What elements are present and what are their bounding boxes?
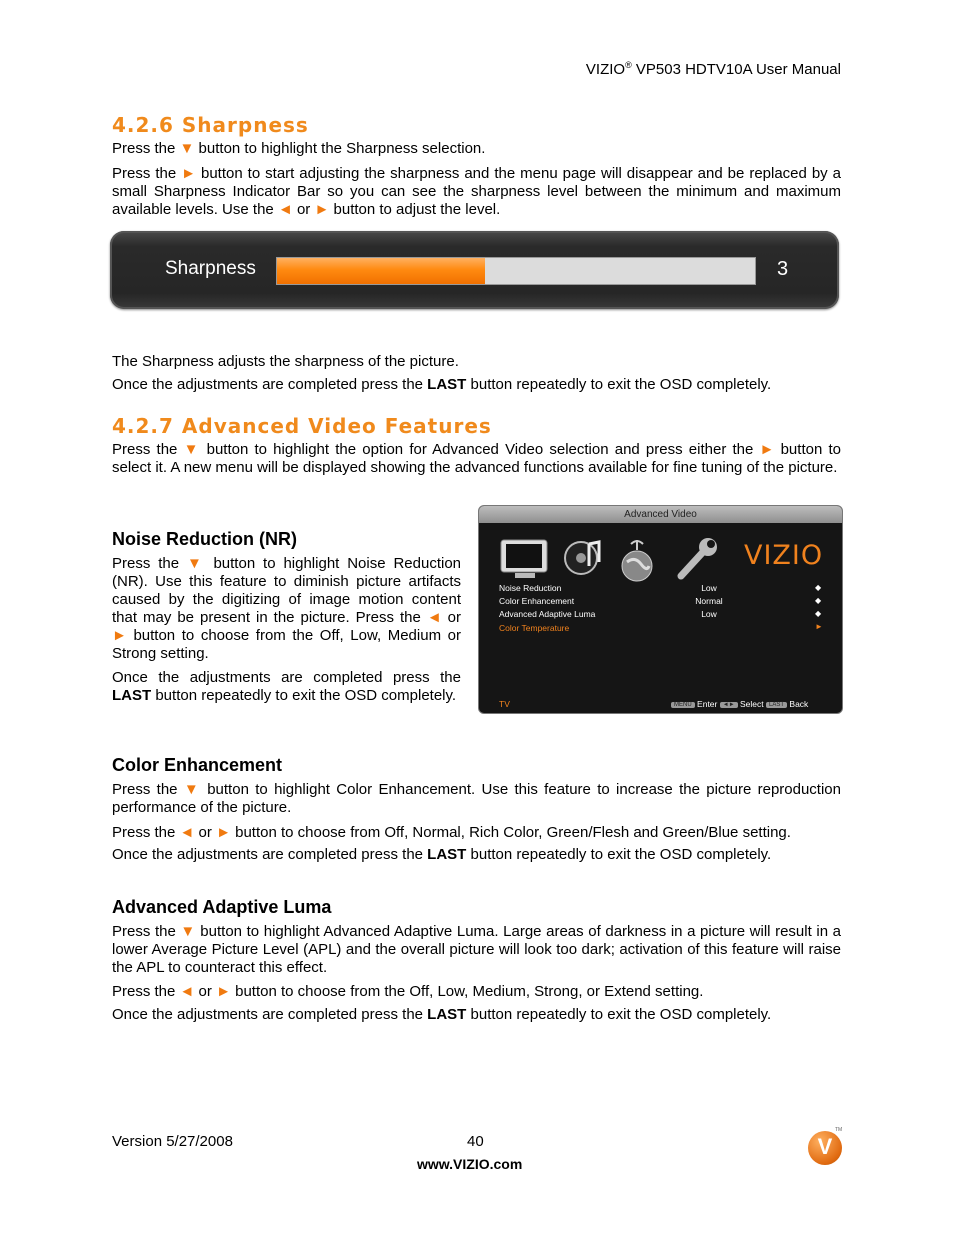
right-arrow-icon: ► — [759, 441, 775, 458]
left-arrow-icon: ◄ — [277, 201, 293, 218]
vizio-v-logo-icon: V — [808, 1131, 842, 1165]
osd-title: Advanced Video — [479, 506, 842, 523]
osd-right-arrow-icon: ► — [815, 622, 823, 631]
paragraph: Press the ▼ button to highlight the option for Advanced Video selection and press either the ► button to select it. A new menu will be displayed showing the advanced functions available for fine tuning of the picture. — [112, 441, 841, 476]
select-key-icon: ◄► — [720, 702, 738, 708]
down-arrow-icon: ▼ — [183, 441, 201, 458]
left-arrow-icon: ◄ — [179, 983, 195, 1000]
tv-icon — [499, 536, 551, 581]
menu-key-icon: MENU — [671, 702, 695, 708]
advanced-video-osd — [478, 505, 843, 714]
osd-adjust-icon: ◆ — [815, 596, 822, 605]
sharpness-label: Sharpness — [165, 258, 256, 279]
paragraph: Press the ◄ or ► button to choose from the Off, Low, Medium, Strong, or Extend setting. — [112, 983, 704, 1000]
osd-value: Low — [701, 583, 717, 593]
sharpness-indicator-bar — [110, 231, 839, 309]
subheading-noise-reduction: Noise Reduction (NR) — [112, 529, 298, 549]
paragraph: Press the ▼ button to highlight the Sharpness selection. — [112, 140, 486, 157]
down-arrow-icon: ▼ — [183, 781, 201, 798]
paragraph: Press the ▼ button to highlight Noise Reduction (NR). Use this feature to diminish picture artifacts caused by the digitizing of image motion content that may be present in the picture. Press the ◄ or ► button to choose from the Off, Low, Medium or Strong setting. — [112, 555, 461, 662]
paragraph: Press the ▼ button to highlight Advanced Adaptive Luma. Large areas of darkness in a picture will result in a lower Average Picture Level (APL) and the overall picture will look too dark; activation of this feature will raise the APL to counteract this effect. — [112, 923, 842, 976]
right-arrow-icon: ► — [314, 201, 330, 218]
right-arrow-icon: ► — [216, 824, 231, 841]
running-header: VIZIO® VP503 HDTV10A User Manual — [585, 60, 841, 78]
subheading-color-enhancement: Color Enhancement — [112, 755, 283, 775]
paragraph: Once the adjustments are completed press the LAST button repeatedly to exit the OSD completely. — [112, 376, 772, 393]
paragraph: Once the adjustments are completed press the LAST button repeatedly to exit the OSD completely. — [112, 1006, 772, 1023]
right-arrow-icon: ► — [112, 627, 127, 644]
left-arrow-icon: ◄ — [426, 609, 442, 626]
sharpness-track — [276, 257, 756, 285]
left-arrow-icon: ◄ — [179, 824, 195, 841]
vizio-logo: VIZIO — [744, 540, 824, 571]
osd-item-noise-reduction[interactable]: Noise Reduction — [499, 583, 562, 593]
osd-value: Low — [701, 609, 717, 619]
trademark-mark: TM — [835, 1127, 843, 1133]
osd-item-adaptive-luma[interactable]: Advanced Adaptive Luma — [499, 609, 596, 619]
registered-mark: ® — [625, 60, 632, 70]
down-arrow-icon: ▼ — [186, 555, 206, 572]
sharpness-fill — [277, 258, 485, 284]
section-title-advanced-video: 4.2.7 Advanced Video Features — [112, 414, 492, 438]
paragraph: Once the adjustments are completed press the LAST button repeatedly to exit the OSD completely. — [112, 669, 461, 704]
sharpness-value: 3 — [777, 258, 789, 280]
footer-version: Version 5/27/2008 — [112, 1133, 233, 1150]
osd-item-color-temperature[interactable]: Color Temperature — [499, 623, 570, 633]
osd-value: Normal — [695, 596, 723, 606]
section-title-sharpness: 4.2.6 Sharpness — [112, 113, 309, 137]
down-arrow-icon: ▼ — [179, 140, 195, 157]
globe-icon — [617, 536, 657, 584]
audio-icon — [563, 536, 603, 581]
subheading-adaptive-luma: Advanced Adaptive Luma — [112, 897, 332, 917]
osd-adjust-icon: ◆ — [815, 609, 822, 618]
osd-source: TV — [499, 699, 510, 709]
osd-item-color-enhancement[interactable]: Color Enhancement — [499, 596, 575, 606]
wrench-icon — [675, 536, 721, 581]
right-arrow-icon: ► — [216, 983, 231, 1000]
footer-url[interactable]: www.VIZIO.com — [417, 1156, 523, 1172]
paragraph: Press the ► button to start adjusting the sharpness and the menu page will disappear and be replaced by a small Sharpness Indicator Bar so you can see the sharpness level between the minimum and maximum available levels. Use the ◄ or ► button to adjust the level. — [112, 165, 841, 218]
paragraph: Press the ◄ or ► button to choose from Off, Normal, Rich Color, Green/Flesh and Green/Blue setting. — [112, 824, 791, 841]
footer-page-number: 40 — [467, 1133, 484, 1150]
paragraph: Once the adjustments are completed press the LAST button repeatedly to exit the OSD completely. — [112, 846, 772, 863]
paragraph: The Sharpness adjusts the sharpness of the picture. — [112, 353, 459, 370]
osd-adjust-icon: ◆ — [815, 583, 822, 592]
last-key-icon: LAST — [766, 702, 787, 708]
osd-footer-hints: MENU Enter ◄► Select LAST Back — [671, 699, 808, 709]
down-arrow-icon: ▼ — [180, 923, 196, 940]
right-arrow-icon: ► — [181, 165, 197, 182]
paragraph: Press the ▼ button to highlight Color Enhancement. Use this feature to increase the picture reproduction performance of the picture. — [112, 781, 841, 816]
